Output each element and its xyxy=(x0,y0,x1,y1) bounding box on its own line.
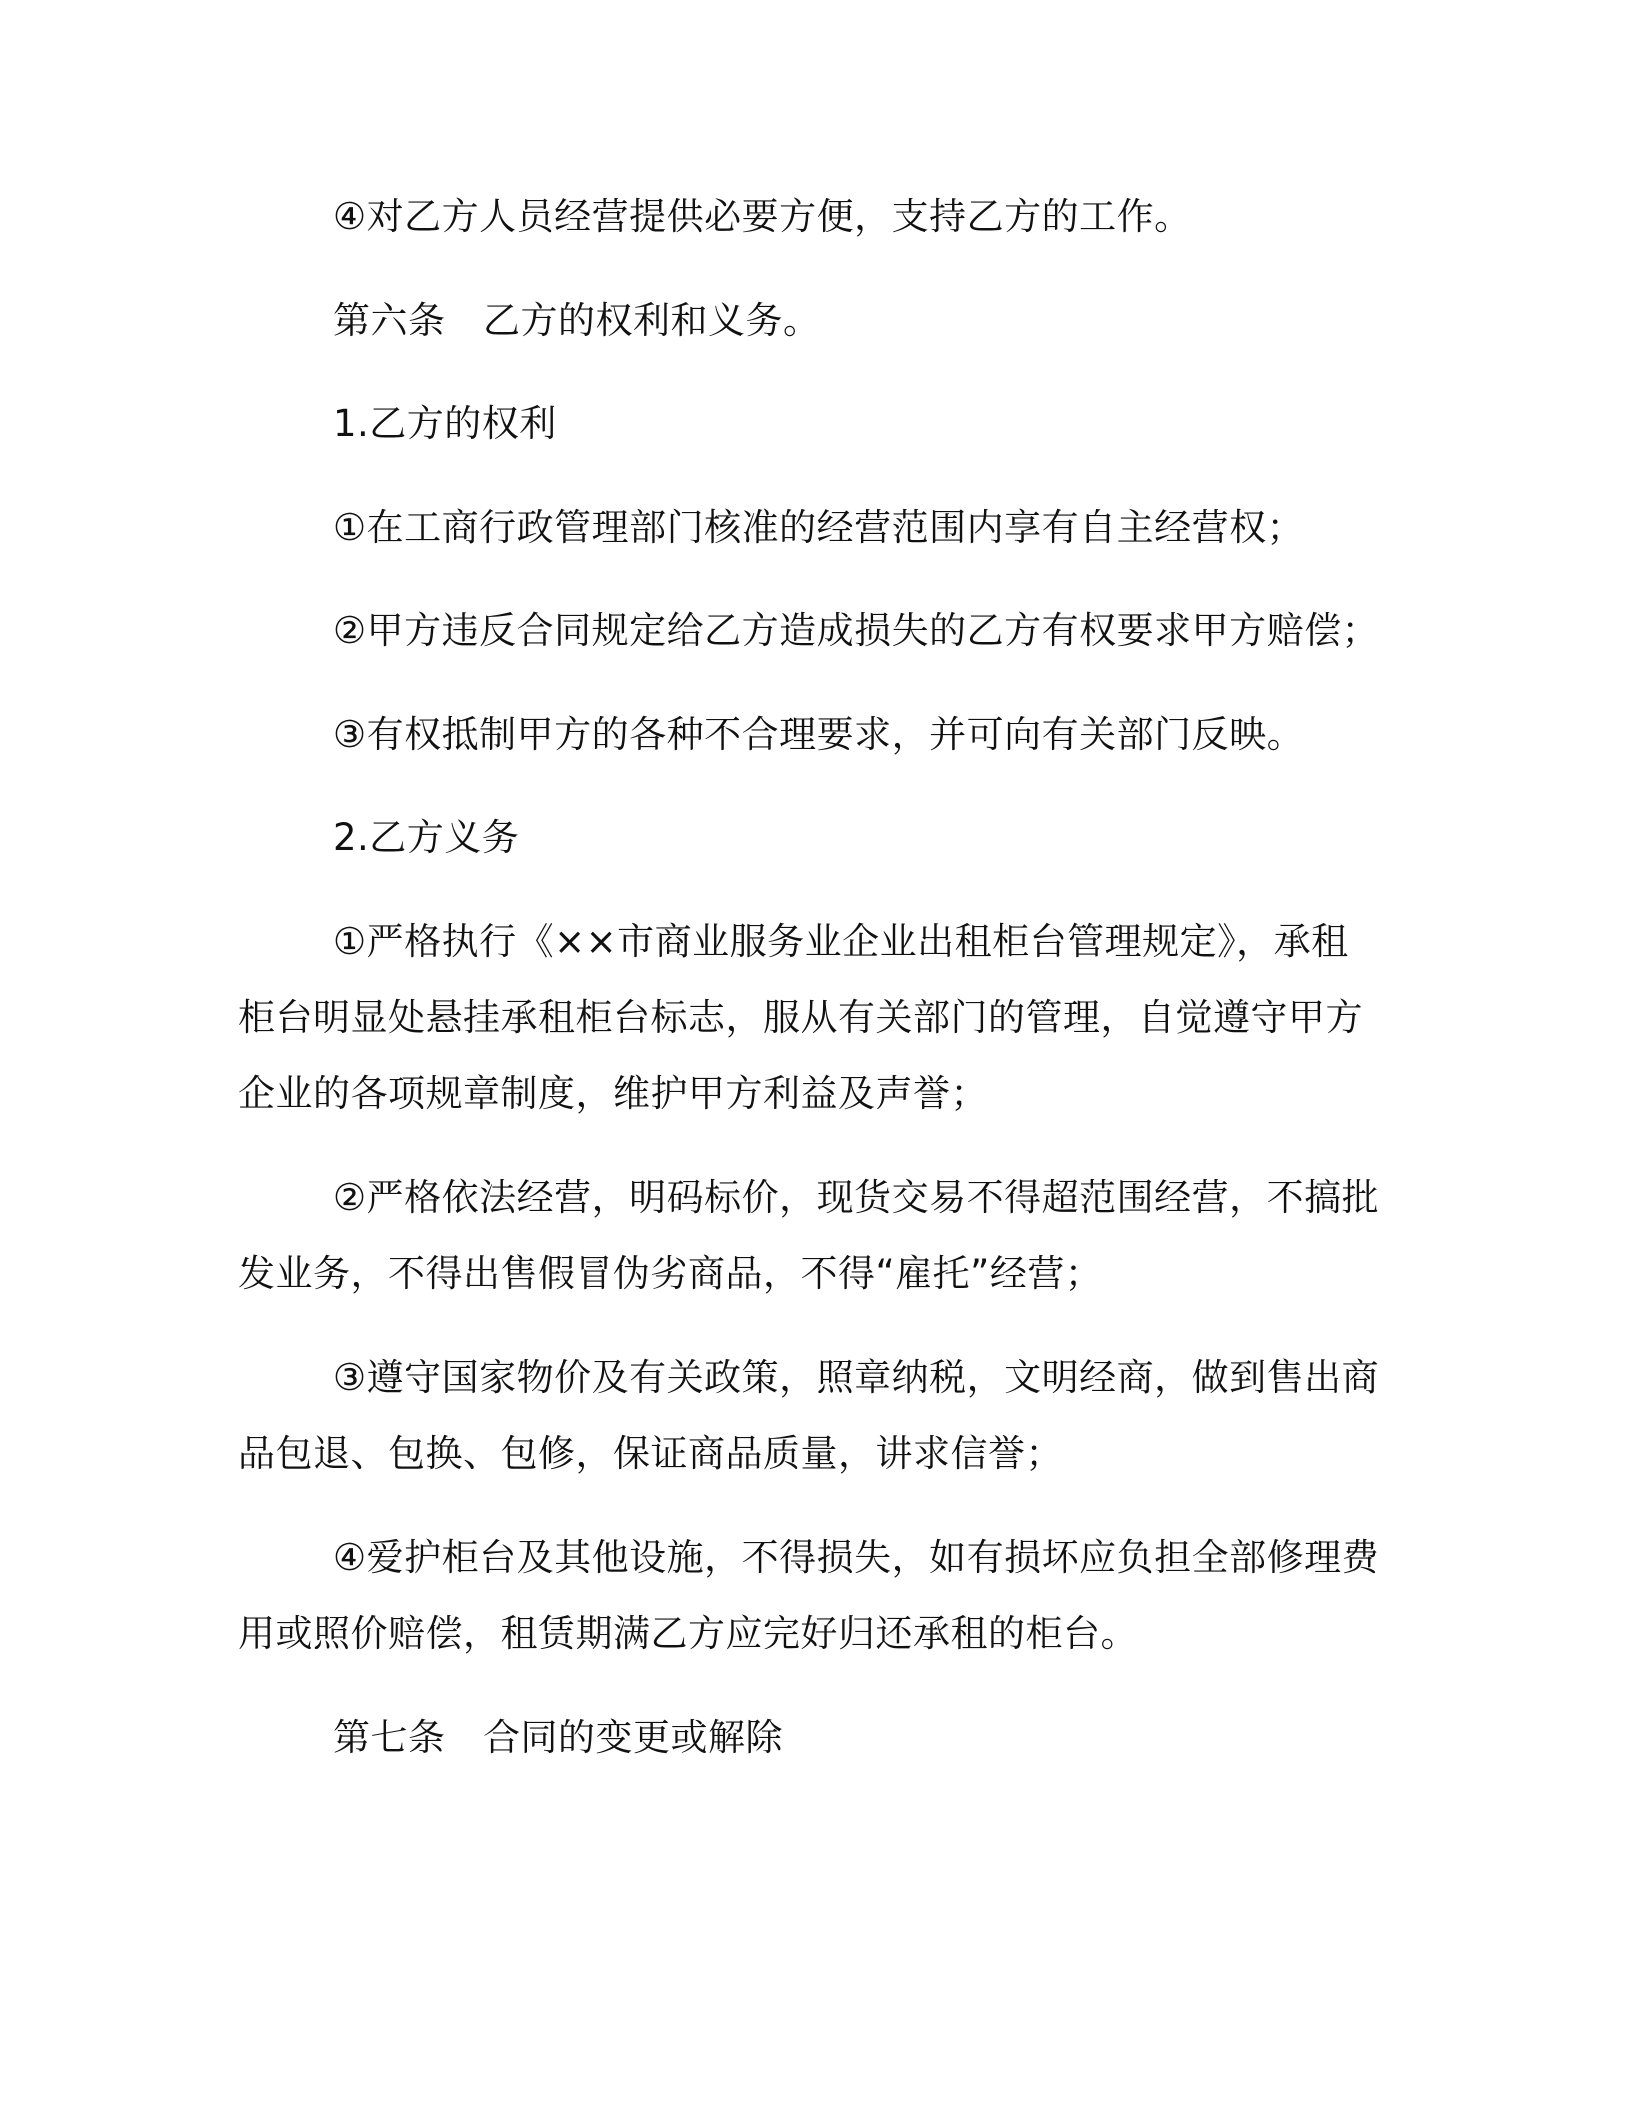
duty-item-1-line-2: 柜台明显处悬挂承租柜台标志，服从有关部门的管理，自觉遵守甲方 xyxy=(238,996,1363,1039)
clause-5-item-4: ④对乙方人员经营提供必要方便，支持乙方的工作。 xyxy=(333,195,1192,238)
duty-item-4-line-2: 用或照价赔偿，租赁期满乙方应完好归还承租的柜台。 xyxy=(238,1612,1138,1655)
right-item-2: ②甲方违反合同规定给乙方造成损失的乙方有权要求甲方赔偿； xyxy=(333,609,1380,652)
duty-item-3-line-1: ③遵守国家物价及有关政策，照章纳税，文明经商，做到售出商 xyxy=(333,1356,1380,1399)
duty-item-2-line-2: 发业务，不得出售假冒伪劣商品，不得“雇托”经营； xyxy=(238,1252,1103,1295)
duty-item-1-line-3: 企业的各项规章制度，维护甲方利益及声誉； xyxy=(238,1072,988,1115)
duty-item-3-line-2: 品包退、包换、包修，保证商品质量，讲求信誉； xyxy=(238,1432,1063,1475)
duty-item-4-line-1: ④爱护柜台及其他设施，不得损失，如有损坏应负担全部修理费 xyxy=(333,1536,1380,1579)
article-7-heading: 第七条 合同的变更或解除 xyxy=(333,1716,783,1759)
duty-item-2-line-1: ②严格依法经营，明码标价，现货交易不得超范围经营，不搞批 xyxy=(333,1176,1380,1219)
article-6-heading: 第六条 乙方的权利和义务。 xyxy=(333,299,821,342)
duty-item-1-line-1: ①严格执行《××市商业服务业企业出租柜台管理规定》，承租 xyxy=(333,920,1349,963)
section-2-heading: 2.乙方义务 xyxy=(333,816,520,859)
right-item-3: ③有权抵制甲方的各种不合理要求，并可向有关部门反映。 xyxy=(333,713,1305,756)
section-1-heading: 1.乙方的权利 xyxy=(333,402,557,445)
right-item-1: ①在工商行政管理部门核准的经营范围内享有自主经营权； xyxy=(333,506,1305,549)
